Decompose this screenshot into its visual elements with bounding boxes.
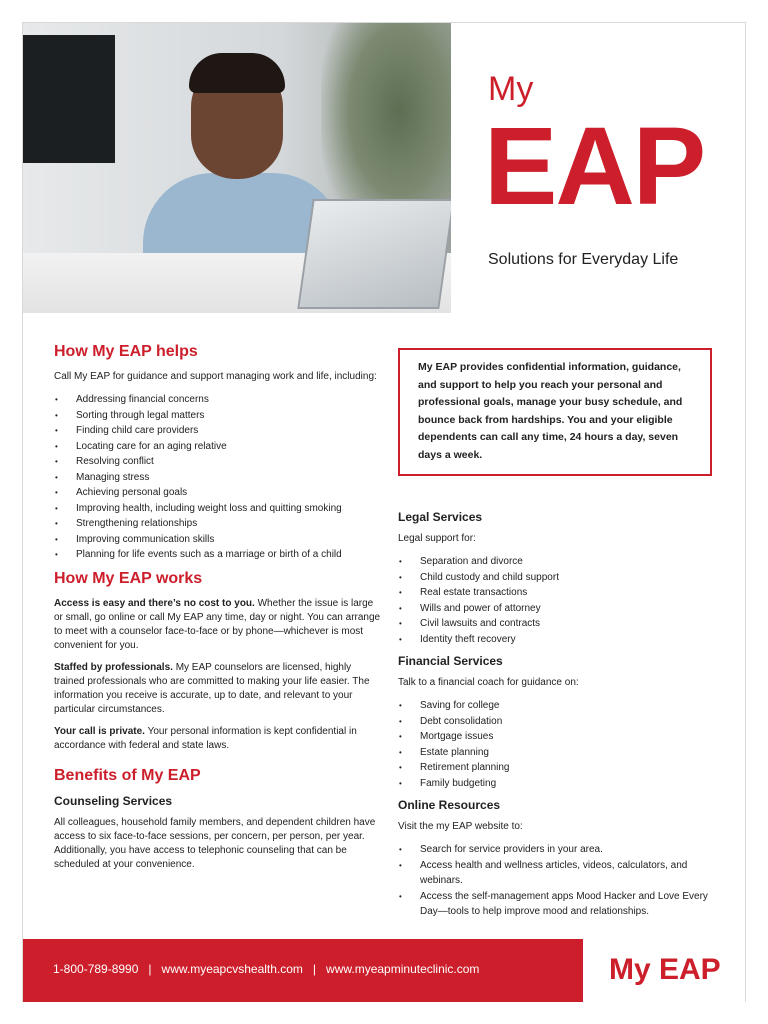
- list-item: • Estate planning: [398, 745, 718, 761]
- list-item: • Family budgeting: [398, 776, 718, 792]
- legal-intro: Legal support for:: [398, 533, 476, 544]
- footer-separator: |: [312, 962, 317, 976]
- list-item: • Retirement planning: [398, 760, 718, 776]
- list-item: • Child custody and child support: [398, 570, 718, 586]
- callout-text: My EAP provides confidential information, guidance, and support to help you reach your personal and professional goals, manage your busy schedule, and bounce back from hardships. You and your eligible dependents can call any time, 24 hours a day, seven days a week.: [418, 361, 683, 461]
- list-item: • Achieving personal goals: [54, 485, 384, 501]
- title-eap: EAP: [484, 105, 705, 228]
- works-heading: How My EAP works: [54, 569, 203, 587]
- list-item: • Civil lawsuits and contracts: [398, 616, 718, 632]
- title-my: My: [488, 70, 534, 108]
- list-item: • Finding child care providers: [54, 423, 384, 439]
- works-private-paragraph: [54, 725, 384, 753]
- photo-tablet: [297, 199, 451, 309]
- counseling-text: All colleagues, household family members, and dependent children have access to six face-to-face sessions, per concern, per person, per year. Additionally, you have access to telephonic counseling that can be scheduled at your convenience.: [54, 816, 376, 870]
- works-private-text: Your personal information is kept confidential in accordance with federal and state laws.: [54, 725, 357, 751]
- tagline: Solutions for Everyday Life: [488, 251, 679, 268]
- list-item: • Strengthening relationships: [54, 516, 384, 532]
- callout-box: [398, 348, 712, 476]
- financial-title: Financial Services: [398, 654, 503, 668]
- online-title: Online Resources: [398, 798, 501, 812]
- list-item: • Debt consolidation: [398, 714, 718, 730]
- footer-separator: |: [148, 962, 152, 976]
- list-item: • Access the self-management apps Mood Hacker and Love Every Day—tools to help improve mood and relationships.: [398, 889, 718, 920]
- footer-phone[interactable]: 1-800-789-8990: [53, 962, 139, 976]
- list-item: • Saving for college: [398, 698, 718, 714]
- footer-url-cvshealth[interactable]: www.myeapcvshealth.com: [161, 962, 303, 976]
- list-item: • Addressing financial concerns: [54, 392, 384, 408]
- list-item: • Real estate transactions: [398, 585, 718, 601]
- list-item: • Search for service providers in your area.: [398, 842, 718, 858]
- works-staffed-text: My EAP counselors are licensed, highly trained professionals who are committed to making your life easier. The information you receive is accurate, up to date, and relevant to your particular circumstances.: [54, 661, 370, 715]
- list-item: • Sorting through legal matters: [54, 408, 384, 424]
- footer-logo-box: [583, 939, 745, 1002]
- right-column: [398, 348, 718, 927]
- photo-person-hair: [189, 53, 285, 93]
- works-private-bold: Your call is private.: [54, 725, 145, 737]
- list-item: • Managing stress: [54, 470, 384, 486]
- works-staffed-paragraph: [54, 661, 384, 717]
- list-item: • Identity theft recovery: [398, 632, 718, 648]
- legal-title: Legal Services: [398, 510, 483, 524]
- works-staffed-bold: Staffed by professionals.: [54, 661, 173, 673]
- benefits-heading: Benefits of My EAP: [54, 766, 201, 784]
- list-item: • Improving communication skills: [54, 532, 384, 548]
- works-access-bold: Access is easy and there’s no cost to you.: [54, 597, 255, 609]
- photo-tv: [23, 35, 115, 163]
- left-column: [54, 343, 384, 880]
- footer-logo: My EAP: [609, 953, 721, 986]
- financial-intro: Talk to a financial coach for guidance on:: [398, 677, 579, 688]
- online-intro: Visit the my EAP website to:: [398, 821, 523, 832]
- list-item: • Improving health, including weight loss and quitting smoking: [54, 501, 384, 517]
- counseling-title: Counseling Services: [54, 793, 173, 808]
- footer-url-minuteclinic[interactable]: www.myeapminuteclinic.com: [326, 962, 480, 976]
- list-item: • Mortgage issues: [398, 729, 718, 745]
- helps-intro: Call My EAP for guidance and support managing work and life, including:: [54, 371, 377, 382]
- list-item: • Resolving conflict: [54, 454, 384, 470]
- works-access-text: Whether the issue is large or small, go online or call My EAP any time, day or night. You can arrange to meet with a counselor face-to-face or by phone—whichever is most convenient for you.: [54, 597, 381, 651]
- helps-heading: How My EAP helps: [54, 343, 198, 360]
- footer-contact: [53, 962, 479, 976]
- hero-photo: [23, 23, 451, 313]
- list-item: • Planning for life events such as a marriage or birth of a child: [54, 547, 384, 563]
- helps-list: [54, 392, 384, 563]
- list-item: • Access health and wellness articles, videos, calculators, and webinars.: [398, 858, 718, 889]
- legal-list: [398, 554, 718, 647]
- online-list: [398, 842, 718, 920]
- list-item: • Locating care for an aging relative: [54, 439, 384, 455]
- works-access-paragraph: [54, 597, 384, 653]
- list-item: • Separation and divorce: [398, 554, 718, 570]
- footer-bar: [23, 939, 745, 1002]
- list-item: • Wills and power of attorney: [398, 601, 718, 617]
- financial-list: [398, 698, 718, 791]
